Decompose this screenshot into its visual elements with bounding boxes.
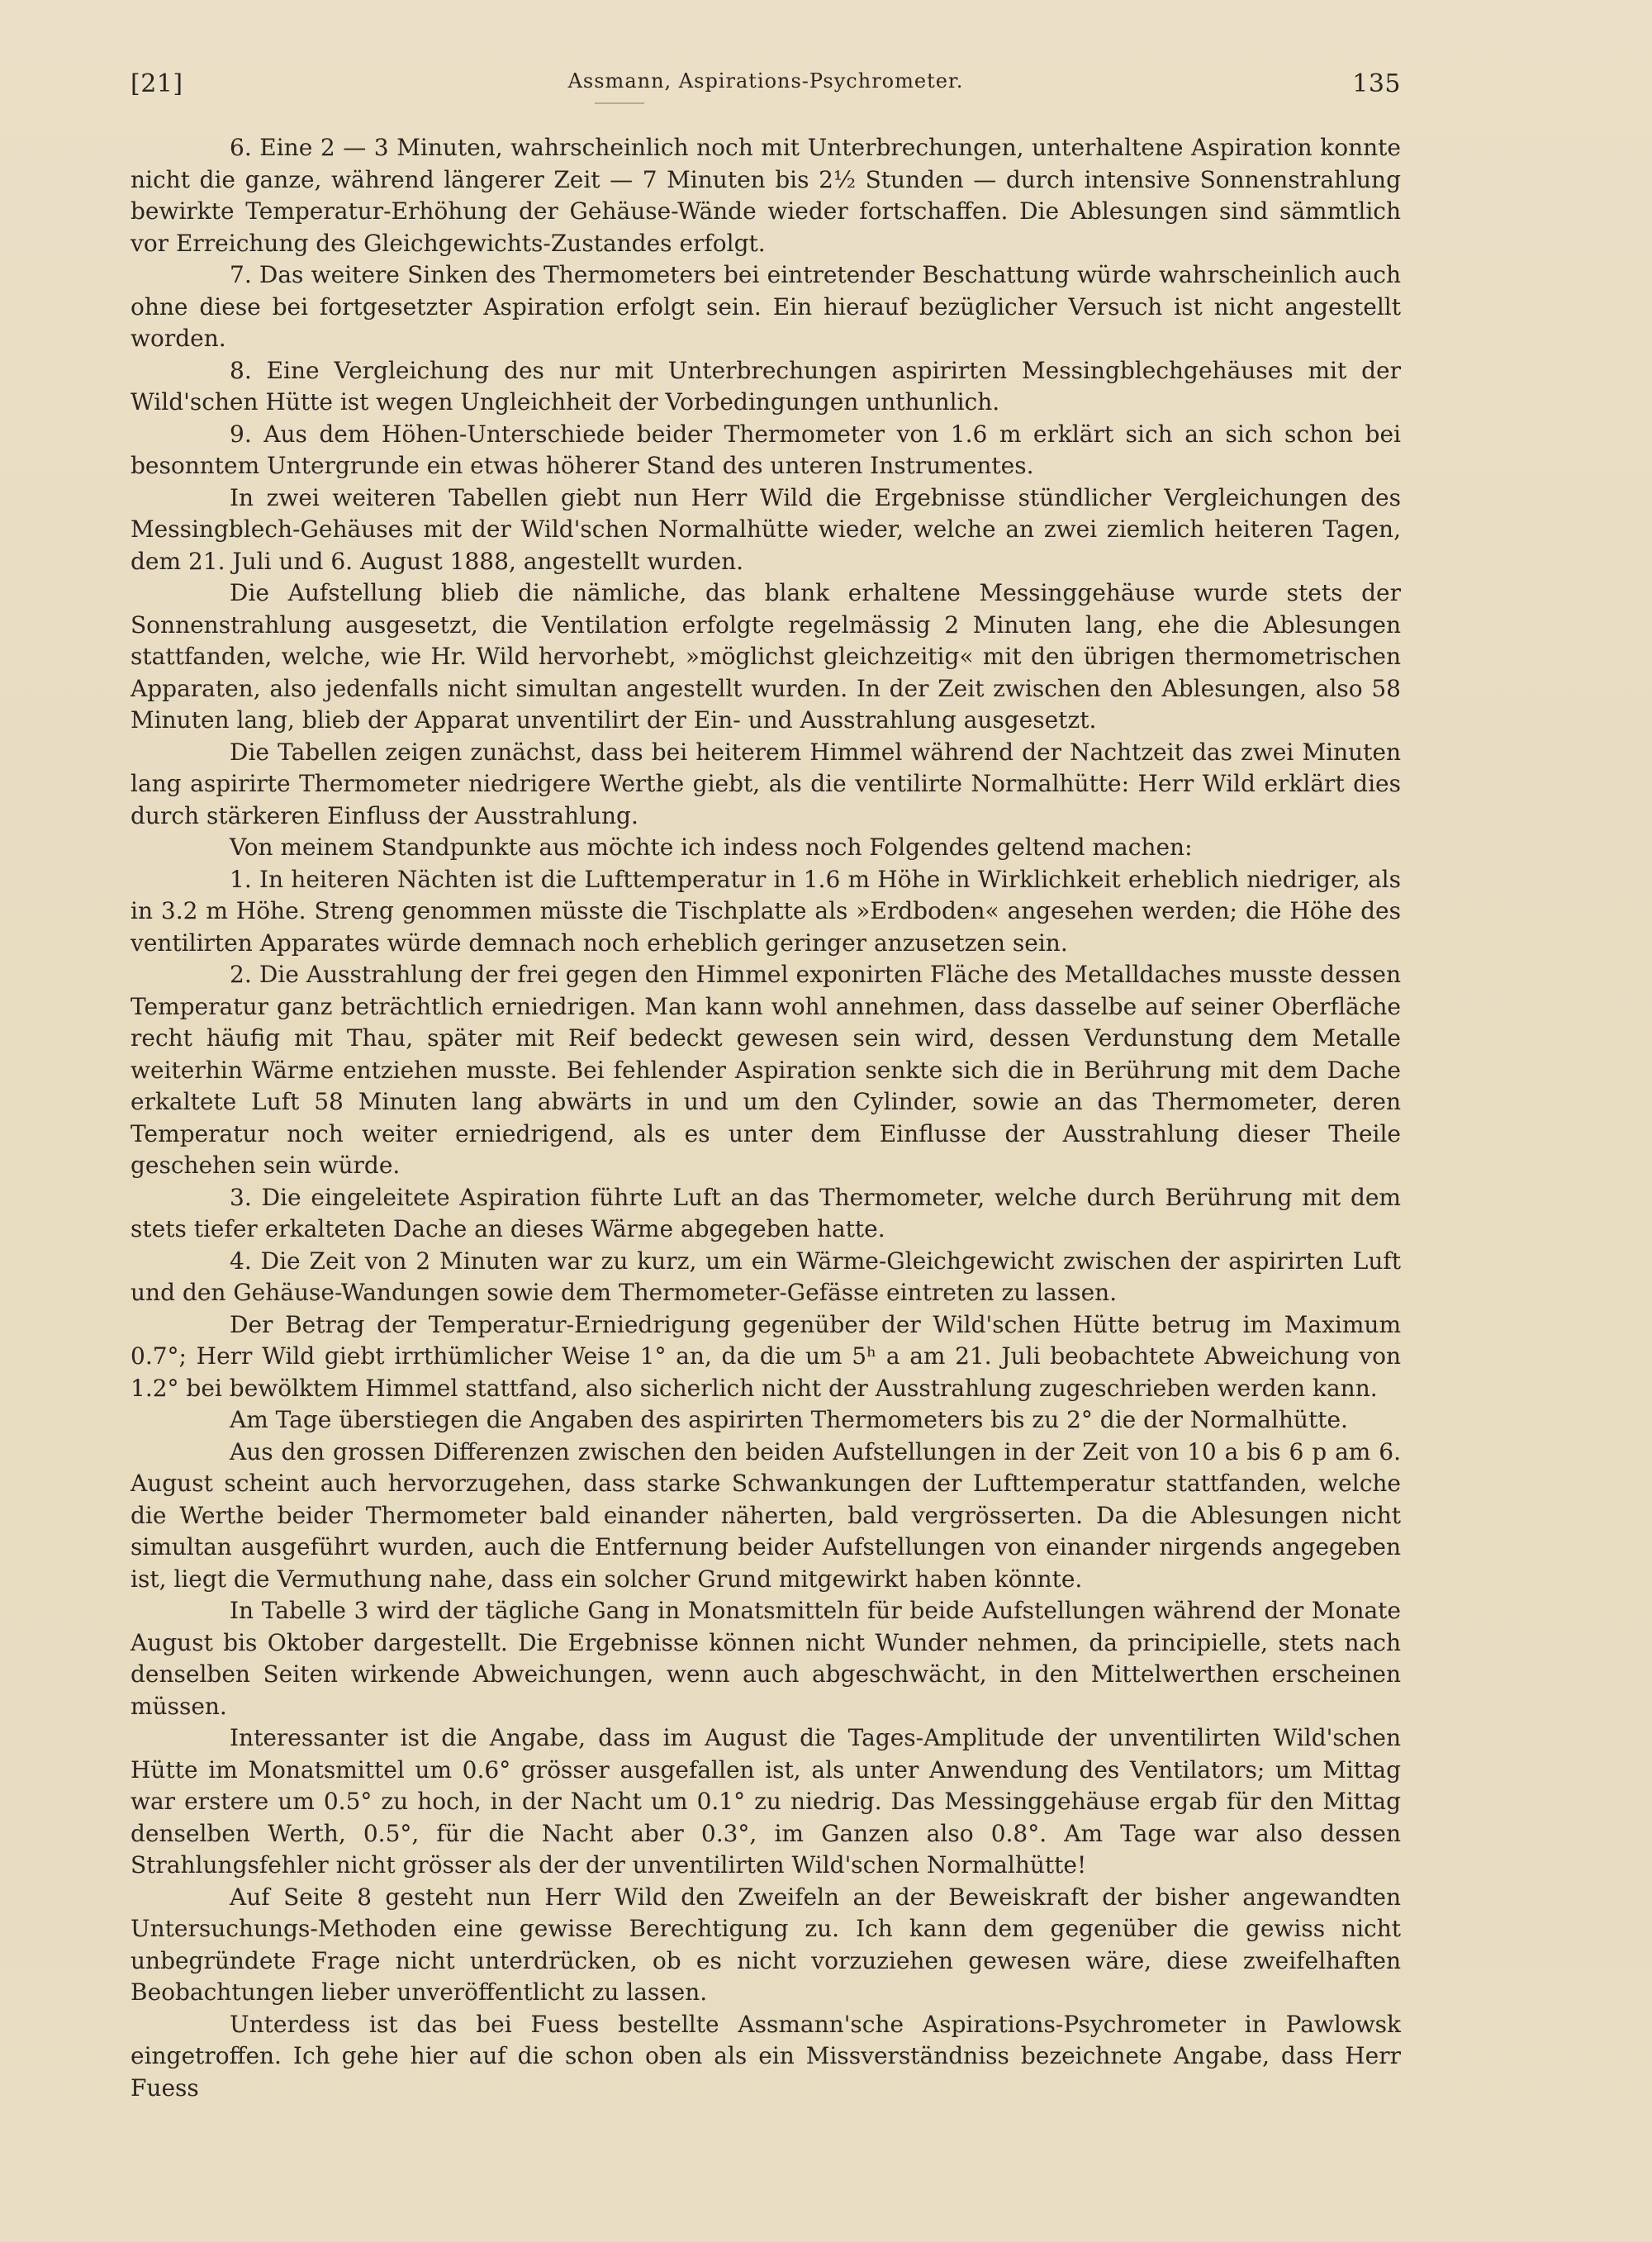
running-title: Assmann, Aspirations-Psychrometer. — [567, 69, 964, 93]
paragraph: Auf Seite 8 gesteht nun Herr Wild den Zweifeln an der Beweiskraft der bisher angewandten Untersuchungs-Methoden eine gewisse Berechtigung zu. Ich kann dem gegenüber die gewiss nicht unbegründete Frage nicht unterdrücken, ob es nicht vorzuziehen gewesen wäre, diese zweifelhaften Beobachtungen lieber unveröffentlicht zu lassen. — [131, 1883, 1401, 2006]
paragraph: In zwei weiteren Tabellen giebt nun Herr Wild die Ergebnisse stündlicher Vergleichungen des Messingblech-Gehäuses mit der Wild'schen Normalhütte wieder, welche an zwei ziemlich heiteren Tagen, dem 21. Juli und 6. August 1888, angestellt wurden. — [131, 483, 1401, 575]
paragraph: 1. In heiteren Nächten ist die Lufttemperatur in 1.6 m Höhe in Wirklichkeit erheblich niedriger, als in 3.2 m Höhe. Streng genommen müsste die Tischplatte als »Erdboden« angesehen werden; die Höhe des ventilirten Apparates würde demnach noch erheblich geringer anzusetzen sein. — [131, 865, 1401, 957]
page-number: 135 — [1352, 69, 1401, 98]
paragraph: In Tabelle 3 wird der tägliche Gang in Monatsmitteln für beide Aufstellungen während der Monate August bis Oktober dargestellt. Die Ergebnisse können nicht Wunder nehmen, da principielle, stets nach denselben Seiten wirkende Abweichungen, wenn auch abgeschwächt, in den Mittelwerthen erscheinen müssen. — [131, 1597, 1401, 1720]
paragraph: Unterdess ist das bei Fuess bestellte Assmann'sche Aspirations-Psychrometer in Pawlowsk eingetroffen. Ich gehe hier auf die schon oben als ein Missverständniss bezeichnete Angabe, dass Herr Fuess — [131, 2010, 1401, 2102]
paragraph: 3. Die eingeleitete Aspiration führte Luft an das Thermometer, welche durch Berührung mit dem stets tiefer erkalteten Dache an dieses Wärme abgegeben hatte. — [131, 1183, 1401, 1242]
paragraph: Interessanter ist die Angabe, dass im August die Tages-Amplitude der unventilirten Wild'schen Hütte im Monatsmittel um 0.6° grösser ausgefallen ist, als unter Anwendung des Ventilators; um Mittag war erstere um 0.5° zu hoch, in der Nacht um 0.1° zu niedrig. Das Messinggehäuse ergab für den Mittag denselben Werth, 0.5°, für die Nacht aber 0.3°, im Ganzen also 0.8°. Am Tage war also dessen Strahlungsfehler nicht grösser als der der unventilirten Wild'schen Normalhütte! — [131, 1724, 1401, 1879]
running-header — [131, 64, 1401, 106]
paragraph: Die Aufstellung blieb die nämliche, das blank erhaltene Messinggehäuse wurde stets der Sonnenstrahlung ausgesetzt, die Ventilation erfolgte regelmässig 2 Minuten lang, ehe die Ablesungen stattfanden, welche, wie Hr. Wild hervorhebt, »möglichst gleichzeitig« mit den übrigen thermometrischen Apparaten, also jedenfalls nicht simultan angestellt wurden. In der Zeit zwischen den Ablesungen, also 58 Minuten lang, blieb der Apparat unventilirt der Ein- und Ausstrahlung ausgesetzt. — [131, 579, 1401, 734]
page-reference: [21] — [131, 69, 183, 98]
article-body — [131, 132, 1401, 2104]
paragraph: 7. Das weitere Sinken des Thermometers bei eintretender Beschattung würde wahrscheinlich auch ohne diese bei fortgesetzter Aspiration erfolgt sein. Ein hierauf bezüglicher Versuch ist nicht angestellt worden. — [131, 261, 1401, 352]
paragraph: 9. Aus dem Höhen-Unterschiede beider Thermometer von 1.6 m erklärt sich an sich schon bei besonntem Untergrunde ein etwas höherer Stand des unteren Instrumentes. — [131, 420, 1401, 479]
paragraph: 2. Die Ausstrahlung der frei gegen den Himmel exponirten Fläche des Metalldaches musste dessen Temperatur ganz beträchtlich erniedrigen. Man kann wohl annehmen, dass dasselbe auf seiner Oberfläche recht häufig mit Thau, später mit Reif bedeckt gewesen sein wird, dessen Verdunstung dem Metalle weiterhin Wärme entziehen musste. Bei fehlender Aspiration senkte sich die in Berührung mit dem Dache erkaltete Luft 58 Minuten lang abwärts in und um den Cylinder, sowie an das Thermometer, deren Temperatur noch weiter erniedrigend, als es unter dem Einflusse der Ausstrahlung dieser Theile geschehen sein würde. — [131, 961, 1401, 1179]
paragraph: 6. Eine 2 — 3 Minuten, wahrscheinlich noch mit Unterbrechungen, unterhaltene Aspiration konnte nicht die ganze, während längerer Zeit — 7 Minuten bis 2½ Stunden — durch intensive Sonnenstrahlung bewirkte Temperatur-Erhöhung der Gehäuse-Wände wieder fortschaffen. Die Ablesungen sind sämmtlich vor Erreichung des Gleichgewichts-Zustandes erfolgt. — [131, 134, 1401, 257]
paragraph: Der Betrag der Temperatur-Erniedrigung gegenüber der Wild'schen Hütte betrug im Maximum 0.7°; Herr Wild giebt irrthümlicher Weise 1° an, da die um 5ʰ a am 21. Juli beobachtete Abweichung von 1.2° bei bewölktem Himmel stattfand, also sicherlich nicht der Ausstrahlung zugeschrieben werden kann. — [131, 1310, 1401, 1402]
paragraph: Am Tage überstiegen die Angaben des aspirirten Thermometers bis zu 2° die der Normalhütte. — [230, 1406, 1348, 1433]
paragraph: 8. Eine Vergleichung des nur mit Unterbrechungen aspirirten Messingblechgehäuses mit der Wild'schen Hütte ist wegen Ungleichheit der Vorbedingungen unthunlich. — [131, 356, 1401, 416]
paragraph: Von meinem Standpunkte aus möchte ich indess noch Folgendes geltend machen: — [230, 834, 1193, 861]
paragraph: 4. Die Zeit von 2 Minuten war zu kurz, um ein Wärme-Gleichgewicht zwischen der aspirirten Luft und den Gehäuse-Wandungen sowie dem Thermometer-Gefässe eintreten zu lassen. — [131, 1247, 1401, 1306]
paragraph: Aus den grossen Differenzen zwischen den beiden Aufstellungen in der Zeit von 10 a bis 6 p am 6. August scheint auch hervorzugehen, dass starke Schwankungen der Lufttemperatur stattfanden, welche die Werthe beider Thermometer bald einander näherten, bald vergrösserten. Da die Ablesungen nicht simultan ausgeführt wurden, auch die Entfernung beider Aufstellungen von einander nirgends angegeben ist, liegt die Vermuthung nahe, dass ein solcher Grund mitgewirkt haben könnte. — [131, 1437, 1401, 1593]
header-rule — [595, 102, 644, 104]
paragraph: Die Tabellen zeigen zunächst, dass bei heiterem Himmel während der Nachtzeit das zwei Minuten lang aspirirte Thermometer niedrigere Werthe giebt, als die ventilirte Normalhütte: Herr Wild erklärt dies durch stärkeren Einfluss der Ausstrahlung. — [131, 738, 1401, 829]
